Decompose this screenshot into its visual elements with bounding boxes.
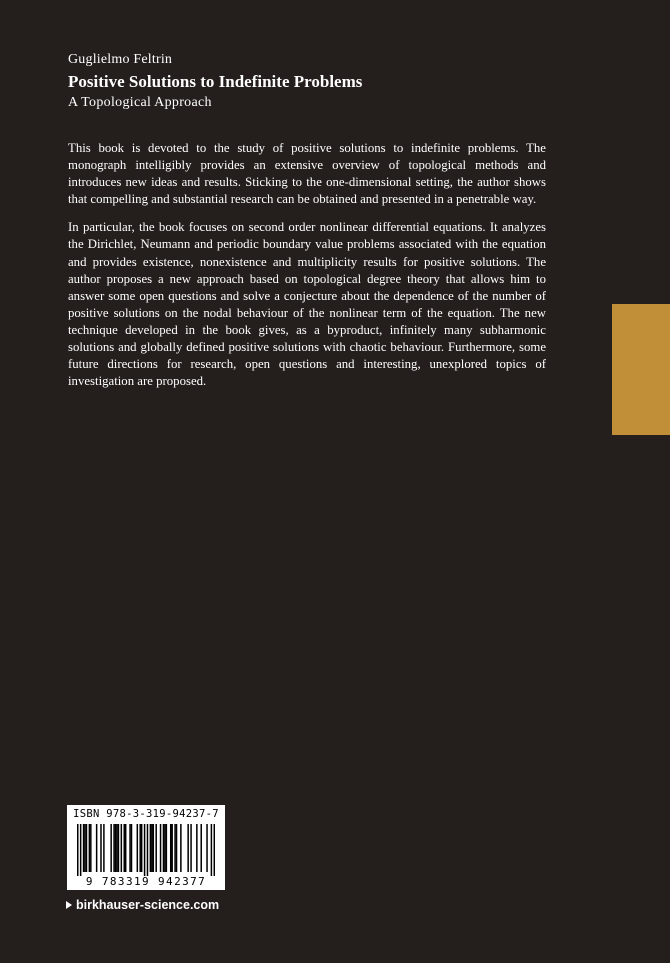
book-description bbox=[68, 140, 546, 401]
barcode-bar bbox=[139, 824, 141, 872]
barcode-bar bbox=[176, 824, 178, 872]
barcode-bar bbox=[96, 824, 98, 872]
barcode-bar bbox=[160, 824, 162, 872]
barcode-bar bbox=[206, 824, 208, 872]
barcode-bar bbox=[83, 824, 85, 872]
barcode-bar bbox=[110, 824, 112, 872]
barcode-bar bbox=[84, 824, 86, 872]
barcode-bar bbox=[90, 824, 92, 872]
website-label: birkhauser-science.com bbox=[76, 898, 220, 912]
barcode-bar bbox=[77, 824, 79, 876]
isbn-label: ISBN 978-3-319-94237-7 bbox=[73, 808, 219, 820]
barcode-digits: 9 783319 942377 bbox=[85, 875, 207, 888]
barcode-bar bbox=[123, 824, 125, 872]
arrow-right-icon bbox=[66, 901, 72, 909]
book-subtitle: A Topological Approach bbox=[68, 95, 212, 110]
isbn-barcode bbox=[67, 805, 225, 890]
barcode-bar bbox=[116, 824, 118, 872]
barcode-bar bbox=[151, 824, 153, 872]
accent-tab bbox=[612, 304, 670, 435]
barcode-bar bbox=[187, 824, 189, 872]
barcode-bar bbox=[153, 824, 155, 872]
barcode-bar bbox=[200, 824, 202, 872]
barcode-bars bbox=[77, 824, 215, 876]
barcode-bar bbox=[121, 824, 123, 872]
barcode-bar bbox=[170, 824, 172, 872]
barcode-bar bbox=[164, 824, 166, 872]
barcode-bar bbox=[125, 824, 127, 872]
barcode-bar bbox=[80, 824, 82, 876]
barcode-bar bbox=[131, 824, 133, 872]
description-paragraph-1: This book is devoted to the study of positive solutions to indefinite problems. The monograph intelligibly provides an extensive overview of topological methods and introduces new ideas and results. Sticking to the one-dimensional setting, the author shows that compelling and substantial research can be obtained and presented in a penetrable way. bbox=[68, 141, 546, 207]
barcode-bar bbox=[86, 824, 88, 872]
barcode-bar bbox=[190, 824, 192, 872]
barcode-bar bbox=[166, 824, 168, 872]
barcode-bar bbox=[180, 824, 182, 872]
barcode-bar bbox=[155, 824, 157, 872]
barcode-bar bbox=[141, 824, 143, 872]
barcode-bar bbox=[113, 824, 115, 872]
barcode-bar bbox=[211, 824, 213, 876]
barcode-bar bbox=[129, 824, 131, 872]
barcode-bar bbox=[144, 824, 146, 876]
barcode-bar bbox=[89, 824, 91, 872]
barcode-bar bbox=[147, 824, 149, 876]
barcode-bar bbox=[150, 824, 152, 872]
barcode-bar bbox=[174, 824, 176, 872]
barcode-bar bbox=[214, 824, 215, 876]
barcode-bar bbox=[196, 824, 198, 872]
barcode-bar bbox=[115, 824, 117, 872]
barcode-bar bbox=[171, 824, 173, 872]
barcode-bar bbox=[103, 824, 105, 872]
barcode-bar bbox=[163, 824, 165, 872]
barcode-bar bbox=[100, 824, 102, 872]
publisher-website[interactable] bbox=[66, 898, 219, 912]
description-paragraph-2: In particular, the book focuses on second order nonlinear differential equations. It analyzes the Dirichlet, Neumann and periodic boundary value problems associated with the equation and provides existence, nonexistence and multiplicity results for positive solutions. The author proposes a new approach based on topological degree theory that allows him to answer some open questions and solve a conjecture about the dependence of the number of positive solutions on the nodal behaviour of the nonlinear term of the equation. The new technique developed in the book gives, as a byproduct, infinitely many subharmonic solutions and globally defined positive solutions with chaotic behaviour. Furthermore, some future directions for research, open questions and interesting, unexplored topics of investigation are proposed. bbox=[68, 220, 546, 389]
barcode-bar bbox=[137, 824, 139, 872]
book-title: Positive Solutions to Indefinite Problems bbox=[68, 72, 363, 91]
author-name: Guglielmo Feltrin bbox=[68, 52, 173, 67]
barcode-bar bbox=[118, 824, 120, 872]
